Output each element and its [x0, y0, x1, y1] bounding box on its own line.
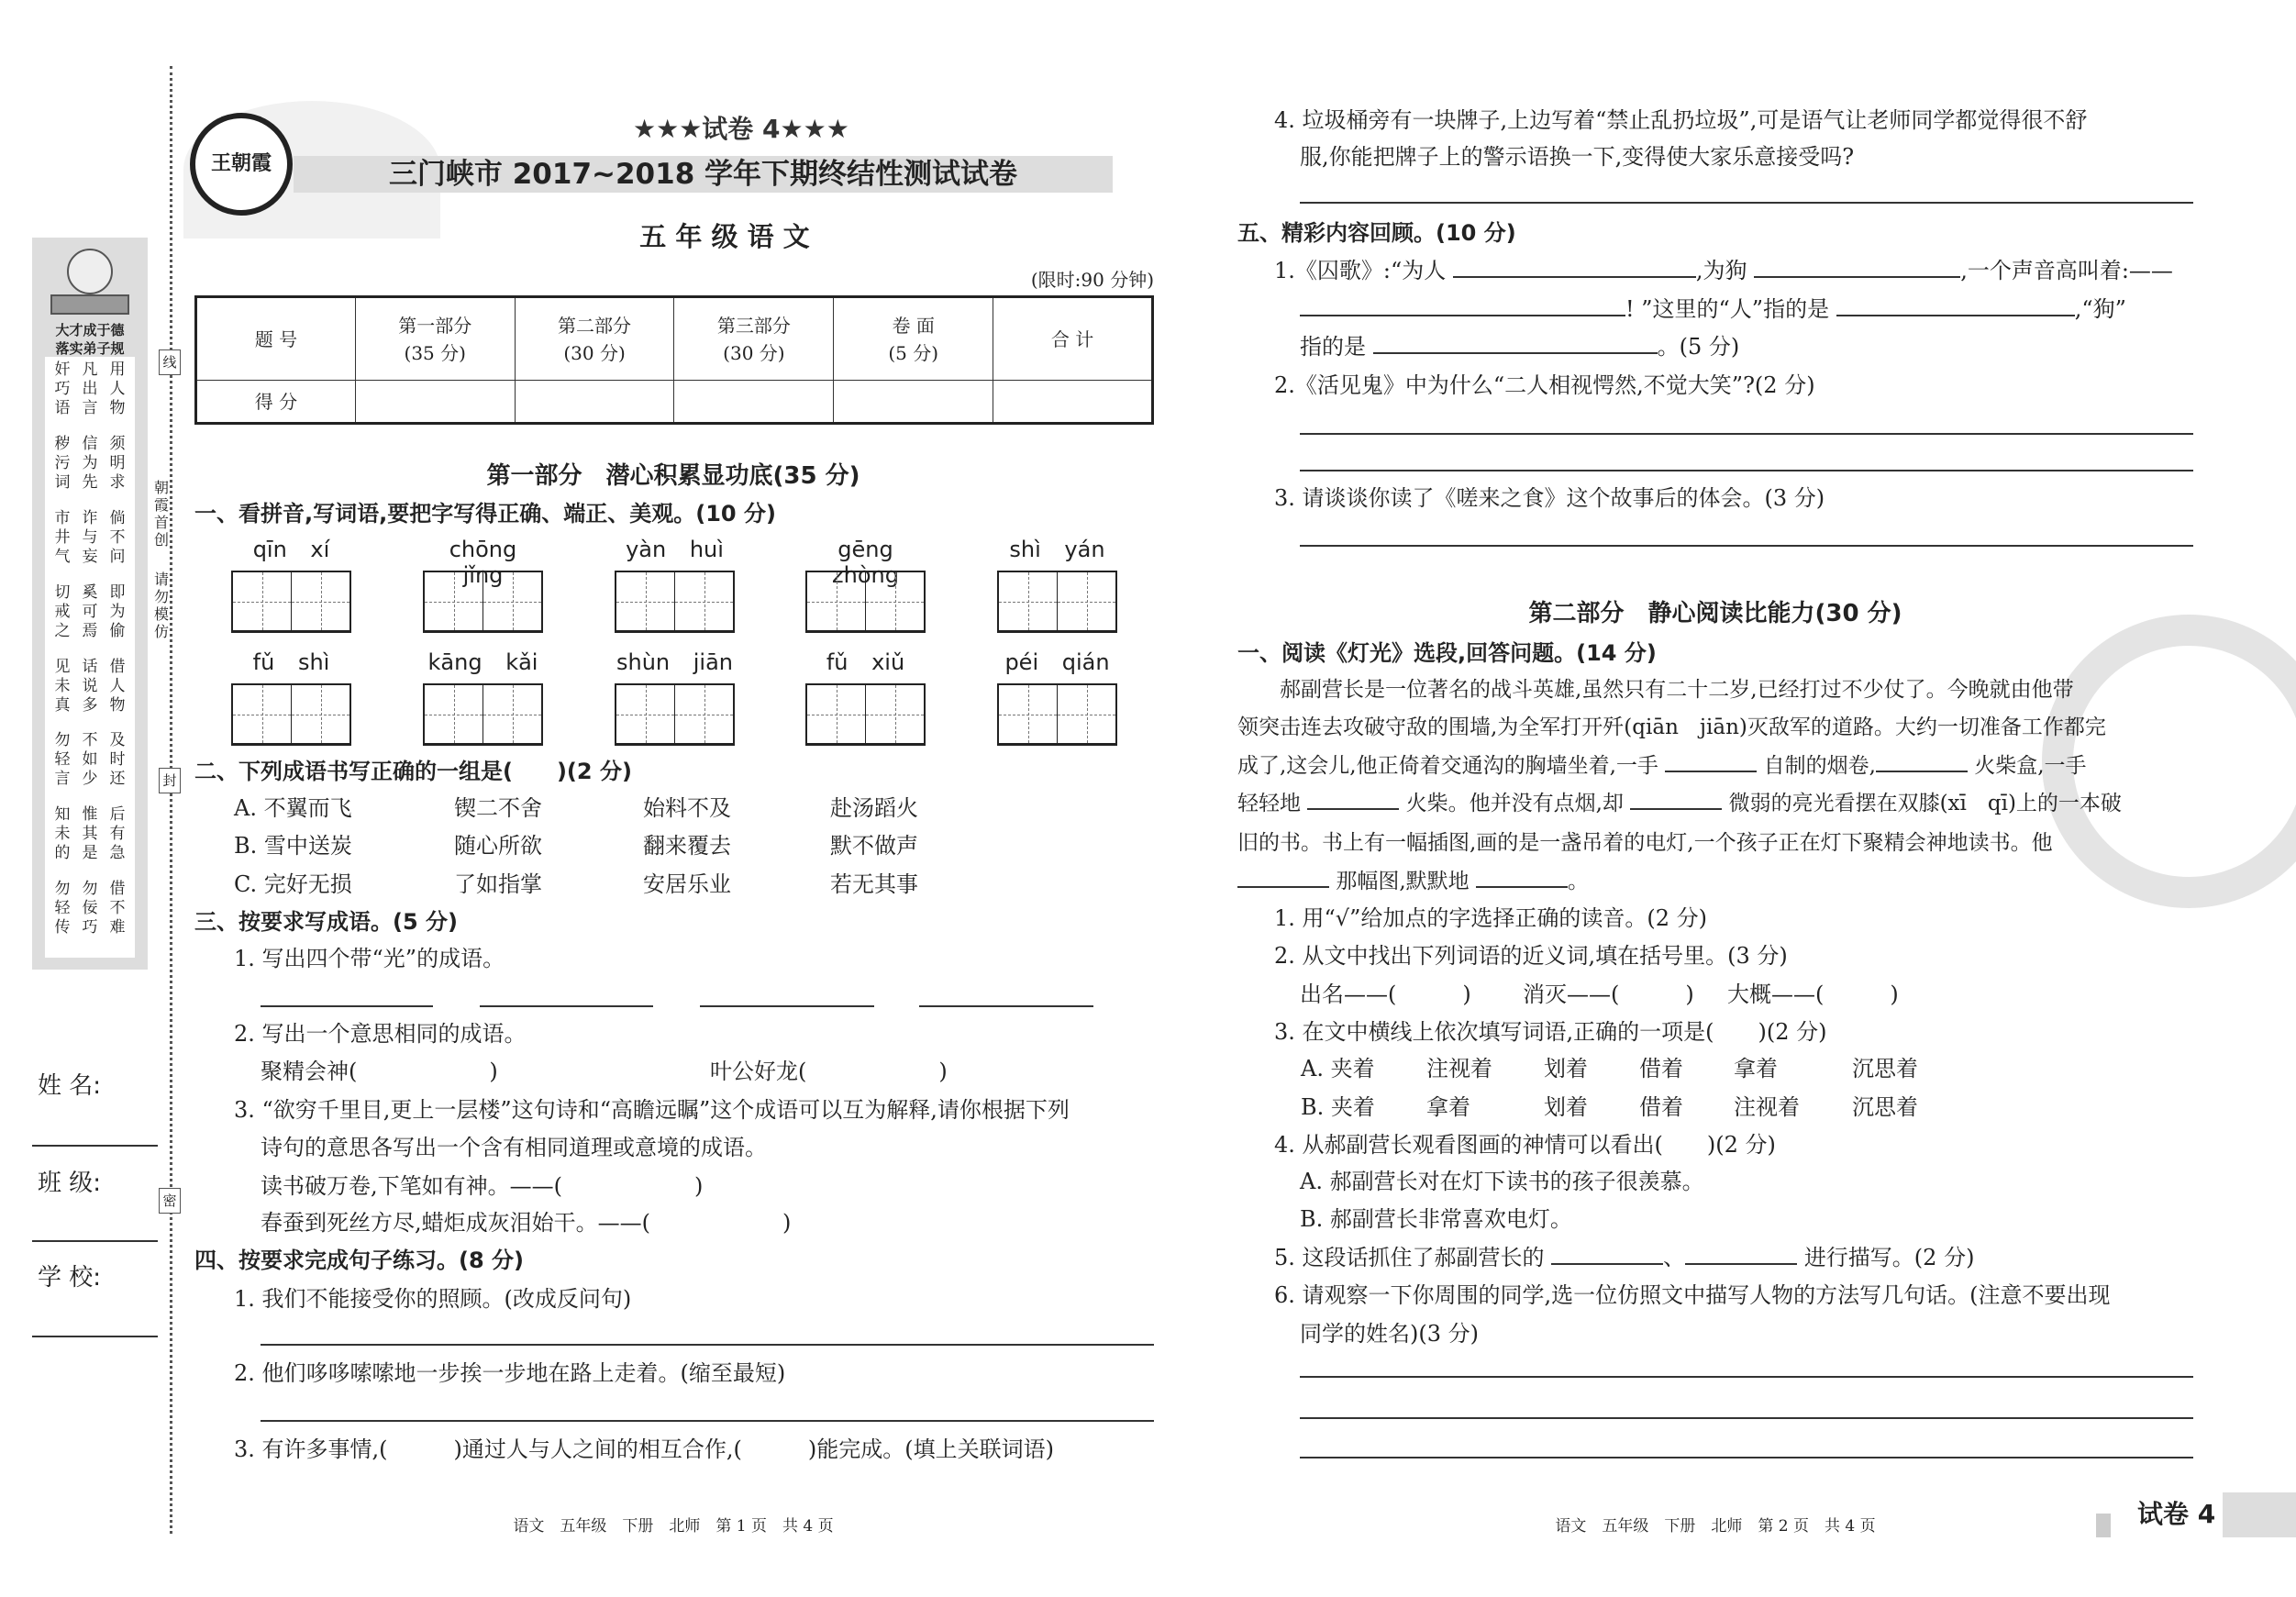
character-writing-grid[interactable] — [805, 683, 926, 746]
q4-sub3[interactable]: 3. 有许多事情,( )通过人与人之间的相互合作,( )能完成。(填上关联词语) — [234, 1436, 1054, 1462]
answer-line[interactable] — [1300, 1457, 2193, 1458]
score-cell[interactable] — [515, 381, 674, 424]
row-label-score: 得 分 — [196, 381, 356, 424]
reading-q3-option-word: 拿着 — [1426, 1094, 1470, 1120]
col-part2: 第二部分 (30 分) — [515, 297, 674, 381]
motto-verse: 话说多 — [82, 657, 98, 715]
motto-verse: 不如少 — [82, 731, 98, 789]
motto-verse: 勿轻传 — [54, 880, 71, 937]
motto-verse: 借人物 — [109, 657, 126, 715]
grid-cell[interactable] — [1058, 685, 1115, 743]
paper-badge: 试卷 4 — [2137, 1499, 2216, 1529]
reading-q2-item-c[interactable]: 大概——( ) — [1727, 981, 1899, 1007]
name-label: 姓 名: — [38, 1072, 102, 1100]
book-illustration — [50, 294, 129, 315]
motto-verse: 勿佞巧 — [82, 880, 98, 937]
paper-badge-decoration — [2096, 1514, 2111, 1537]
answer-line[interactable] — [1300, 1376, 2193, 1378]
reading-q2-item-a[interactable]: 出名——( ) — [1300, 981, 1471, 1007]
grid-cell[interactable] — [616, 685, 675, 743]
logo-text: 王朝霞 — [210, 152, 272, 175]
reading-q3-option-word: 借着 — [1639, 1094, 1683, 1120]
reading-q3: 3. 在文中横线上依次填写词语,正确的一项是( )(2 分) — [1274, 1019, 1827, 1045]
grid-cell[interactable] — [999, 572, 1058, 630]
answer-line[interactable] — [1300, 202, 2193, 204]
answer-blank[interactable] — [1754, 258, 1960, 278]
q3-sub3-item-a[interactable]: 读书破万卷,下笔如有神。——( ) — [261, 1173, 704, 1199]
character-writing-grid[interactable] — [423, 571, 543, 633]
q5-sub1-line3: 指的是 。(5 分) — [1300, 334, 1740, 360]
q2-option-idiom: 默不做声 — [830, 833, 918, 859]
motto-line-1: 大才成于德 — [55, 322, 125, 338]
paper-badge-bar — [2223, 1492, 2296, 1537]
score-table-score-row — [196, 381, 1153, 424]
answer-blank[interactable] — [1453, 258, 1696, 278]
q2-option-idiom: 随心所欲 — [454, 833, 542, 859]
motto-verse: 后有急 — [109, 805, 126, 863]
motto-verse: 知未的 — [54, 805, 71, 863]
answer-blank[interactable] — [919, 1005, 1093, 1007]
motto-line-2: 落实弟子规 — [55, 340, 125, 357]
pinyin-label: gēng zhòng — [832, 537, 899, 588]
q4-sub4-line2: 服,你能把牌子上的警示语换一下,变得使大家乐意接受吗? — [1300, 144, 1855, 170]
brand-logo — [190, 113, 293, 216]
grid-cell[interactable] — [675, 572, 733, 630]
school-field[interactable] — [32, 1336, 158, 1337]
motto-verse: 及时还 — [109, 731, 126, 789]
q3-heading: 三、按要求写成语。(5 分) — [194, 909, 458, 935]
motto-verse: 即为偷 — [109, 582, 126, 640]
q2-option-idiom[interactable]: C. 完好无损 — [234, 871, 352, 897]
score-cell[interactable] — [993, 381, 1153, 424]
passage-blank[interactable] — [1476, 868, 1568, 888]
passage-line-2: 领突击连去攻破守敌的围墙,为全军打开歼(qiān jiān)灭敌军的道路。大约一切准备工作都完 — [1237, 715, 2106, 739]
q2-option-idiom[interactable]: A. 不翼而飞 — [234, 795, 352, 821]
answer-blank[interactable] — [700, 1005, 874, 1007]
reading-q3-option-word: 拿着 — [1734, 1056, 1778, 1081]
verse-panel — [45, 357, 135, 958]
motto-verse: 诈与妄 — [82, 508, 98, 566]
answer-line[interactable] — [1300, 1417, 2193, 1419]
passage-line-5: 旧的书。书上有一幅插图,画的是一盏吊着的电灯,一个孩子正在灯下聚精会神地读书。他 — [1237, 831, 2053, 855]
reading-q1: 1. 用“√”给加点的字选择正确的读音。(2 分) — [1274, 905, 1707, 931]
footer-page1: 语文 五年级 下册 北师 第 1 页 共 4 页 — [513, 1517, 834, 1536]
score-cell[interactable] — [674, 381, 834, 424]
answer-blank[interactable] — [1685, 1245, 1797, 1265]
class-field[interactable] — [32, 1240, 158, 1242]
grid-cell[interactable] — [616, 572, 675, 630]
score-cell[interactable] — [834, 381, 993, 424]
reading-q4: 4. 从郝副营长观看图画的神情可以看出( )(2 分) — [1274, 1132, 1776, 1158]
grid-cell[interactable] — [483, 572, 541, 630]
q4-sub2: 2. 他们哆哆嗦嗦地一步挨一步地在路上走着。(缩至最短) — [234, 1360, 786, 1386]
col-total: 合 计 — [993, 297, 1153, 381]
reading-q3-option-word[interactable]: B. 夹着 — [1301, 1094, 1375, 1120]
passage-blank[interactable] — [1630, 790, 1722, 810]
binding-dotted-line — [170, 66, 172, 1534]
character-writing-grid[interactable] — [997, 683, 1117, 746]
col-part3: 第三部分 (30 分) — [674, 297, 834, 381]
character-writing-grid[interactable] — [423, 683, 543, 746]
passage-blank[interactable] — [1665, 752, 1757, 772]
grid-cell[interactable] — [292, 685, 349, 743]
q2-option-idiom: 若无其事 — [830, 871, 918, 897]
grid-cell[interactable] — [233, 572, 292, 630]
passage-blank[interactable] — [1237, 868, 1329, 888]
grid-cell[interactable] — [807, 685, 866, 743]
motto-verse: 勿轻言 — [54, 731, 71, 789]
pinyin-label: péi qián — [1004, 649, 1110, 675]
q2-option-idiom[interactable]: B. 雪中送炭 — [234, 833, 352, 859]
q3-sub2-item-b[interactable]: 叶公好龙( ) — [710, 1059, 948, 1084]
paper-number: ★★★试卷 4★★★ — [633, 114, 849, 144]
q2-option-idiom: 赴汤蹈火 — [830, 795, 918, 821]
reading-q3-option-word: 划着 — [1544, 1094, 1588, 1120]
motto-verse: 惟其是 — [82, 805, 98, 863]
q2-option-idiom: 安居乐业 — [643, 871, 731, 897]
grid-cell[interactable] — [292, 572, 349, 630]
score-table-header-row — [196, 297, 1153, 381]
pinyin-label: kāng kǎi — [427, 649, 538, 675]
answer-blank[interactable] — [480, 1005, 653, 1007]
answer-line[interactable] — [261, 1344, 1154, 1346]
q3-sub3-line1: 3. “欲穷千里目,更上一层楼”这句诗和“高瞻远瞩”这个成语可以互为解释,请你根据下列 — [234, 1097, 1070, 1123]
reading-q3-option-word: 沉思着 — [1852, 1056, 1918, 1081]
answer-line[interactable] — [1300, 545, 2193, 547]
answer-blank[interactable] — [1300, 296, 1625, 316]
reading-q5: 5. 这段话抓住了郝副营长的 、 进行描写。(2 分) — [1274, 1245, 1975, 1270]
grid-cell[interactable] — [866, 572, 924, 630]
grid-cell[interactable] — [425, 685, 483, 743]
motto-verse: 凡出言 — [82, 360, 98, 417]
reading-q6-line1: 6. 请观察一下你周围的同学,选一位仿照文中描写人物的方法写几句话。(注意不要出现 — [1274, 1282, 2111, 1308]
q5-sub2: 2.《活见鬼》中为什么“二人相视愕然,不觉大笑”?(2 分) — [1274, 372, 1815, 398]
grid-cell[interactable] — [233, 685, 292, 743]
part2-title: 第二部分 静心阅读比能力(30 分) — [1528, 600, 1902, 627]
school-label: 学 校: — [38, 1264, 102, 1292]
q4-heading: 四、按要求完成句子练习。(8 分) — [194, 1248, 524, 1273]
vertical-note-1: 朝霞首创 — [153, 479, 169, 549]
character-writing-grid[interactable] — [805, 571, 926, 633]
motto-sidebar — [32, 238, 148, 970]
motto-verse: 须明求 — [109, 434, 126, 492]
motto-verse: 借不难 — [109, 880, 126, 937]
passage-line-3: 成了,这会儿,他正倚着交通沟的胸墙坐着,一手 自制的烟卷, 火柴盒,一手 — [1237, 754, 2087, 778]
q5-heading: 五、精彩内容回顾。(10 分) — [1237, 220, 1516, 246]
seal-secret-mark: 密 — [159, 1188, 181, 1214]
q2-option-idiom: 锲二不舍 — [454, 795, 542, 821]
grid-cell[interactable] — [675, 685, 733, 743]
q3-sub3-item-b[interactable]: 春蚕到死丝方尽,蜡炬成灰泪始干。——( ) — [261, 1210, 792, 1236]
q3-sub3-line2: 诗句的意思各写出一个含有相同道理或意境的成语。 — [261, 1135, 767, 1160]
score-cell[interactable] — [355, 381, 515, 424]
answer-line[interactable] — [261, 1420, 1154, 1422]
row-label-question-number: 题 号 — [196, 297, 356, 381]
passage-line-1: 郝副营长是一位著名的战斗英雄,虽然只有二十二岁,已经打过不少仗了。今晚就由他带 — [1237, 678, 2074, 702]
footer-page2: 语文 五年级 下册 北师 第 2 页 共 4 页 — [1555, 1517, 1876, 1536]
character-writing-grid[interactable] — [615, 683, 735, 746]
q1-heading: 一、看拼音,写词语,要把字写得正确、端正、美观。(10 分) — [194, 501, 776, 527]
pinyin-label: fǔ shì — [252, 649, 330, 675]
passage-blank[interactable] — [1876, 752, 1968, 772]
seal-line-mark: 线 — [159, 349, 181, 375]
motto-verse: 信为先 — [82, 434, 98, 492]
character-writing-grid[interactable] — [231, 571, 351, 633]
reading-q3-option-word: 借着 — [1639, 1056, 1683, 1081]
pinyin-label: shì yán — [1009, 537, 1105, 562]
reading-q4-option-a[interactable]: A. 郝副营长对在灯下读书的孩子很羡慕。 — [1300, 1169, 1704, 1194]
grid-cell[interactable] — [483, 685, 541, 743]
answer-blank[interactable] — [1551, 1245, 1663, 1265]
grid-cell[interactable] — [425, 572, 483, 630]
q2-option-idiom: 翻来覆去 — [643, 833, 731, 859]
q5-sub1-line2: ! ”这里的“人”指的是 ,“狗” — [1300, 295, 2126, 323]
character-writing-grid[interactable] — [997, 571, 1117, 633]
q4-sub4-line1: 4. 垃圾桶旁有一块牌子,上边写着“禁止乱扔垃圾”,可是语气让老师同学都觉得很不舒 — [1274, 107, 2088, 133]
reading-q3-option-word: 划着 — [1544, 1056, 1588, 1081]
pinyin-label: chōng jǐng — [449, 537, 517, 588]
q3-sub2: 2. 写出一个意思相同的成语。 — [234, 1021, 527, 1047]
grid-cell[interactable] — [999, 685, 1058, 743]
answer-blank[interactable] — [261, 1005, 433, 1007]
motto-verse: 切戒之 — [54, 582, 71, 640]
q5-sub1-line1: 1.《囚歌》:“为人 ,为狗 ,一个声音高叫着:—— — [1274, 258, 2173, 283]
passage-line-4: 轻轻地 火柴。他并没有点烟,却 微弱的亮光看摆在双膝(xī qī)上的一本破 — [1237, 792, 2122, 815]
exam-title: 三门峡市 2017~2018 学年下期终结性测试试卷 — [388, 158, 1018, 191]
class-label: 班 级: — [38, 1170, 102, 1197]
motto-verse: 秽污词 — [54, 434, 71, 492]
answer-line[interactable] — [1300, 470, 2193, 471]
motto-verse: 奚可焉 — [82, 582, 98, 640]
reading-q2-item-b[interactable]: 消灭——( ) — [1523, 981, 1694, 1007]
col-neatness: 卷 面 (5 分) — [834, 297, 993, 381]
q3-sub2-item-a[interactable]: 聚精会神( ) — [261, 1059, 498, 1084]
pinyin-label: qīn xí — [252, 537, 330, 562]
subject-title: 五 年 级 语 文 — [639, 221, 810, 252]
score-table — [194, 295, 1154, 425]
grid-cell[interactable] — [866, 685, 924, 743]
student-reading-illustration — [67, 249, 113, 294]
motto-verse: 用人物 — [109, 360, 126, 417]
reading-q2: 2. 从文中找出下列词语的近义词,填在括号里。(3 分) — [1274, 943, 1788, 969]
answer-blank[interactable] — [1836, 296, 2075, 316]
vertical-note-2: 请勿模仿 — [153, 571, 169, 640]
motto-verse: 见未真 — [54, 657, 71, 715]
q3-sub1: 1. 写出四个带“光”的成语。 — [234, 946, 505, 971]
name-field[interactable] — [32, 1145, 158, 1147]
part1-title: 第一部分 潜心积累显功底(35 分) — [486, 462, 860, 490]
answer-line[interactable] — [1300, 433, 2193, 435]
reading-q3-option-word: 沉思着 — [1852, 1094, 1918, 1120]
grid-cell[interactable] — [807, 572, 866, 630]
character-writing-grid[interactable] — [615, 571, 735, 633]
q2-heading: 二、下列成语书写正确的一组是( )(2 分) — [194, 759, 632, 784]
time-limit: (限时:90 分钟) — [1030, 269, 1154, 291]
q5-sub3: 3. 请谈谈你读了《嗟来之食》这个故事后的体会。(3 分) — [1274, 485, 1825, 511]
col-part1: 第一部分 (35 分) — [355, 297, 515, 381]
q4-sub1: 1. 我们不能接受你的照顾。(改成反问句) — [234, 1286, 632, 1312]
grid-cell[interactable] — [1058, 572, 1115, 630]
reading-q6-line2: 同学的姓名)(3 分) — [1300, 1321, 1479, 1347]
passage-line-6: 那幅图,默默地 。 — [1237, 868, 1589, 895]
reading-q4-option-b[interactable]: B. 郝副营长非常喜欢电灯。 — [1300, 1206, 1572, 1232]
q2-option-idiom: 了如指掌 — [454, 871, 542, 897]
pinyin-label: yàn huì — [626, 537, 724, 562]
passage-blank[interactable] — [1307, 790, 1399, 810]
motto-verse: 奸巧语 — [54, 360, 71, 417]
motto-verse: 市井气 — [54, 508, 71, 566]
motto-verse: 倘不问 — [109, 508, 126, 566]
reading-q3-option-word: 注视着 — [1426, 1056, 1492, 1081]
answer-blank[interactable] — [1373, 334, 1658, 354]
reading-heading: 一、阅读《灯光》选段,回答问题。(14 分) — [1237, 640, 1657, 666]
character-writing-grid[interactable] — [231, 683, 351, 746]
reading-q3-option-word: 注视着 — [1734, 1094, 1800, 1120]
pinyin-label: fǔ xiǔ — [826, 649, 905, 675]
reading-q3-option-word[interactable]: A. 夹着 — [1301, 1056, 1375, 1081]
q2-option-idiom: 始料不及 — [643, 795, 731, 821]
seal-fold-mark: 封 — [159, 768, 181, 793]
pinyin-label: shùn jiān — [616, 649, 734, 675]
